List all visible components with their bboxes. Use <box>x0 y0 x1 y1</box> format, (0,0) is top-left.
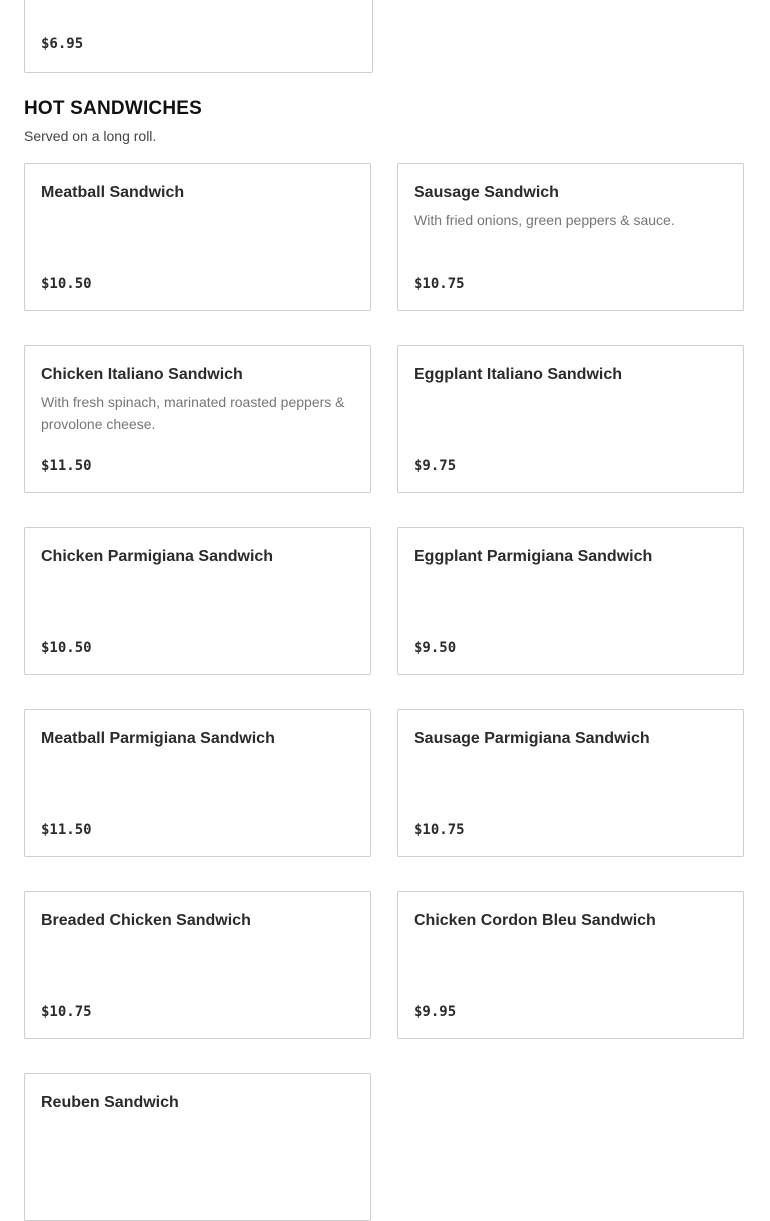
menu-item-price: $10.75 <box>41 1004 92 1020</box>
menu-item-name: Chicken Cordon Bleu Sandwich <box>414 912 656 929</box>
menu-item-name: Meatball Sandwich <box>41 184 185 201</box>
menu-item-name: Reuben Sandwich <box>41 1094 179 1111</box>
menu-item-name: Breaded Chicken Sandwich <box>41 912 251 929</box>
menu-item-name: Eggplant Italiano Sandwich <box>414 366 623 383</box>
menu-item-price: $10.75 <box>414 822 465 838</box>
menu-item-card-previous[interactable] <box>24 0 373 73</box>
menu-item-description: With fried onions, green peppers & sauce. <box>414 212 675 228</box>
menu-item-name: Chicken Italiano Sandwich <box>41 366 243 383</box>
menu-item-card[interactable] <box>24 891 371 1039</box>
menu-item-card[interactable] <box>24 163 371 311</box>
menu-item-price: $9.50 <box>414 640 457 656</box>
menu-item-card[interactable] <box>24 1073 371 1221</box>
menu-item-price: $10.50 <box>41 276 92 292</box>
menu-item-name: Sausage Sandwich <box>414 184 559 201</box>
menu-item-price: $11.50 <box>41 458 92 474</box>
menu-item-price: $11.50 <box>41 822 92 838</box>
menu-item-name: Sausage Parmigiana Sandwich <box>414 730 650 747</box>
menu-item-card[interactable] <box>397 345 744 493</box>
menu-item-price: $6.95 <box>41 36 84 52</box>
menu-item-card[interactable] <box>397 891 744 1039</box>
menu-item-price: $10.50 <box>41 640 92 656</box>
menu-item-card[interactable] <box>24 527 371 675</box>
menu-item-card[interactable] <box>397 163 744 311</box>
menu-item-price: $9.95 <box>414 1004 457 1020</box>
menu-item-card[interactable] <box>397 527 744 675</box>
section-title: HOT SANDWICHES <box>24 98 203 119</box>
section-subtitle: Served on a long roll. <box>24 128 157 144</box>
menu-item-price: $9.75 <box>414 458 457 474</box>
menu-item-price: $10.75 <box>414 276 465 292</box>
menu-item-name: Chicken Parmigiana Sandwich <box>41 548 274 565</box>
menu-item-description: With fresh spinach, marinated roasted peppers & provolone cheese. <box>41 394 345 432</box>
menu-item-card[interactable] <box>24 345 371 493</box>
menu-item-card[interactable] <box>397 709 744 857</box>
menu-item-name: Eggplant Parmigiana Sandwich <box>414 548 653 565</box>
menu-item-name: Meatball Parmigiana Sandwich <box>41 730 275 747</box>
menu-item-card[interactable] <box>24 709 371 857</box>
